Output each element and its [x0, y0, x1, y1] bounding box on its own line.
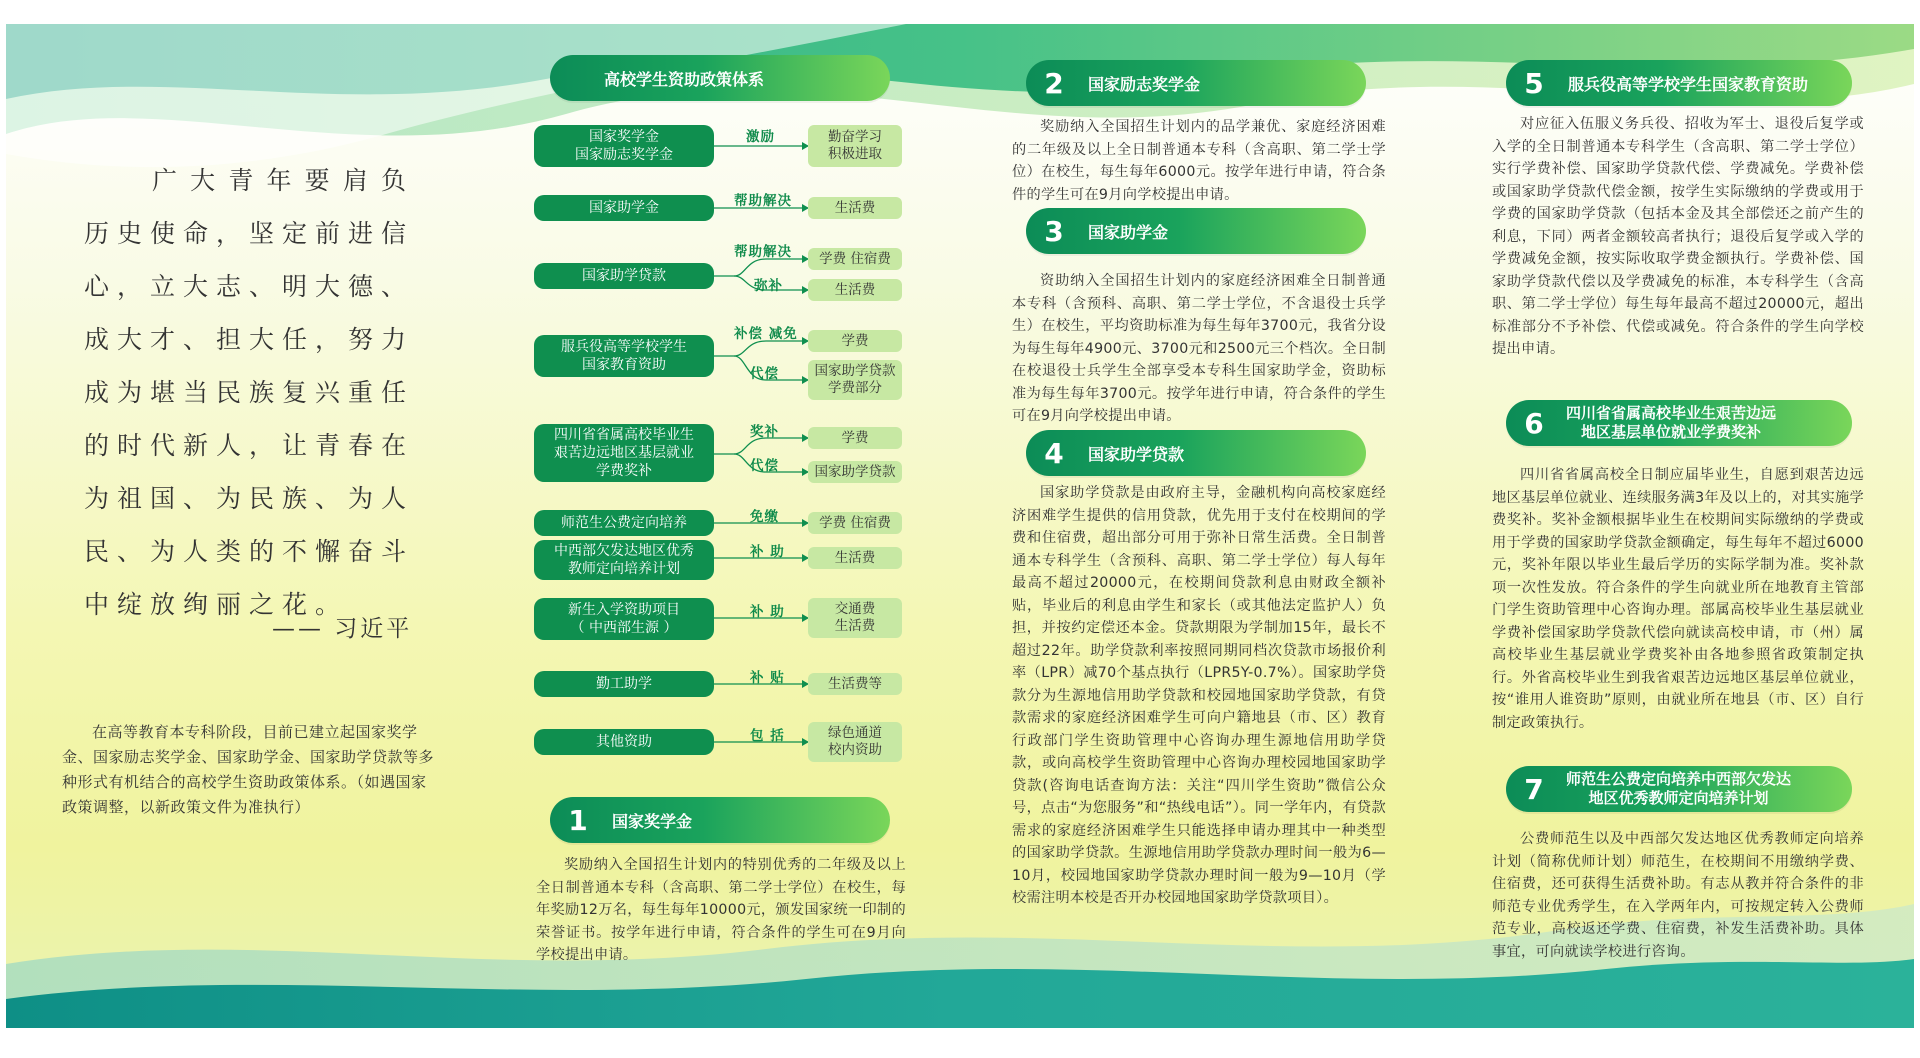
box-line: 服兵役高等学校学生 [561, 339, 687, 355]
section-1-text: 奖励纳入全国招生计划内的特别优秀的二年级及以上全日制普通本专科（含高职、第二学士学位）在校生，每年奖励12万名，每生每年10000元，颁发国家统一印制的荣誉证书。按学年进行申请，符合条件的学生可在9月向学校提出申请。 [536, 857, 906, 963]
box-line: 国家奖学金 [589, 129, 659, 145]
section-title-text: 国家助学贷款 [1088, 444, 1185, 464]
target-tuition-accommodation [808, 248, 902, 270]
title-line: 师范生公费定向培养中西部欠发达 [1566, 770, 1792, 788]
section-3-text: 资助纳入全国招生计划内的家庭经济困难全日制普通本专科（含预科、高职、第二学士学位，不含退役士兵学生）在校生，平均资助标准为每生每年3700元，我省分设为每生每年4900元、3700元和2500元三个档次。全日制在校退役士兵学生全部享受本专科生国家助学金，资助标准为每生每年3700元。按学年进行申请，符合条件的学生可在9月向学校提出申请。 [1012, 273, 1386, 424]
box-normal-student [534, 510, 714, 536]
label-include: 包 括 [750, 728, 785, 744]
target-line: 学费 [841, 332, 869, 349]
target-line: 生活费等 [828, 675, 882, 692]
target-green-channel [808, 722, 902, 762]
box-line: （ 中西部生源 ） [570, 620, 678, 636]
target-line: 积极进取 [828, 146, 882, 162]
section-number: 1 [568, 803, 588, 837]
box-line: 学费奖补 [596, 463, 652, 479]
target-line: 生活费 [834, 549, 876, 566]
section-number: 4 [1044, 436, 1064, 470]
target-student-loan [808, 461, 902, 483]
target-loan-tuition-part [808, 360, 902, 400]
section-4-text: 国家助学贷款是由政府主导，金融机构向高校家庭经济困难学生提供的信用贷款，优先用于支付在校期间的学费和住宿费，超出部分可用于弥补日常生活费。全日制普通本专科学生（含预科、高职、第二学士学位）每人每年最高不超过20000元，在校期间贷款利息由财政全额补贴，毕业后的利息由学生和家长（或其他法定监护人）负担，并按约定偿还本金。贷款期限为学制加15年，最长不超过22年。助学贷款利率按照同期同档次贷款市场报价利率（LPR）减70个基点执行（LPR5Y-0.7%）。国家助学贷款分为生源地信用助学贷款和校园地国家助学贷款，有贷款需求的家庭经济困难学生可向户籍地县（市、区）教育行政部门学生资助管理中心咨询办理生源地信用助学贷款，或向高校学生资助管理中心咨询办理校园地国家助学贷款(咨询电话查询方法：关注“四川学生资助”微信公众号，点击“为您服务”和“热线电话”）。同一学年内，有贷款需求的家庭经济困难学生只能选择申请办理其中一种类型的国家助学贷款。生源地信用助学贷款办理时间一般为6—10月，校园地国家助学贷款办理时间一般为9—10月（学校需注明本校是否开办校园地国家助学贷款项目）。 [1012, 485, 1386, 906]
target-transport-living [808, 598, 902, 638]
target-line: 国家助学贷款 [814, 463, 896, 480]
box-student-loan [534, 263, 714, 289]
section-title-text [1566, 770, 1791, 808]
target-line: 学费 住宿费 [819, 250, 891, 267]
box-national-scholarship [534, 125, 714, 167]
box-line: 国家助学金 [589, 200, 659, 216]
box-military-aid [534, 335, 714, 377]
section-number: 7 [1524, 772, 1544, 806]
target-line: 勤奋学习 [828, 129, 882, 145]
box-national-grant [534, 195, 714, 221]
box-line: 其他资助 [596, 734, 652, 750]
section-7-text: 公费师范生以及中西部欠发达地区优秀教师定向培养计划（简称优师计划）师范生，在校期间不用缴纳学费、住宿费，还可获得生活费补助。有志从教并符合条件的非师范专业优秀学生，在入学两年内，可按规定转入公费师范专业，高校返还学费、住宿费，补发生活费补助。具体事宜，可向就读学校进行咨询。 [1492, 831, 1864, 960]
section-2-text: 奖励纳入全国招生计划内的品学兼优、家庭经济困难的二年级及以上全日制普通本专科（含高职、第二学士学位）在校生，每生每年6000元。按学年进行申请，符合条件的学生可在9月向学校提出申请。 [1012, 119, 1386, 203]
box-line: 勤工助学 [596, 676, 652, 692]
label-subsidy: 补 助 [750, 544, 785, 560]
section-title-text: 服兵役高等学校学生国家教育资助 [1568, 74, 1809, 94]
target-line: 生活费 [834, 618, 876, 634]
box-grassroots-tuition [534, 424, 714, 482]
target-line: 校内资助 [828, 742, 882, 758]
target-study-hard [808, 125, 902, 167]
label-allowance: 补 贴 [750, 670, 785, 686]
section-6-text: 四川省省属高校全日制应届毕业生，自愿到艰苦边远地区基层单位就业、连续服务满3年及以上的，对其实施学费奖补。奖补金额根据毕业生在校期间实际缴纳的学费或用于学费的国家助学贷款金额确定，每生每年不超过6000元，奖补年限以毕业生最后学历的实际学制为准。奖补款项一次性发放。符合条件的学生向就业所在地教育主管部门学生资助管理中心咨询办理。部属高校毕业生基层就业学费补偿国家助学贷款代偿向就读高校申请，市（州）属高校毕业生基层就业学费奖补由各地参照省政策制定执行。外省高校毕业生到我省艰苦边远地区基层单位就业，按“谁用人谁资助”原则，由就业所在地县（市、区）自行制定政策执行。 [1492, 467, 1864, 731]
diagram-title-text: 高校学生资助政策体系 [604, 69, 765, 89]
section-5-text: 对应征入伍服义务兵役、招收为军士、退役后复学或入学的全日制普通本专科学生（含高职、第二学士学位）实行学费补偿、国家助学贷款代偿、学费减免。学费补偿或国家助学贷款代偿金额，按学生实际缴纳的学费或用于学费的国家助学贷款（包括本金及其全部偿还之前产生的利息，下同）两者金额较高者执行；退役后复学或入学的学费减免金额，按实际收取学费金额执行。学费补偿、国家助学贷款代偿以及学费减免的标准，本专科学生（含高职、第二学士学位）每生每年最高不超过20000元，超出标准部分不予补偿、代偿或减免。符合条件的学生向学校提出申请。 [1492, 116, 1864, 357]
section-title-text: 国家助学金 [1088, 222, 1169, 242]
section-number: 6 [1524, 406, 1544, 440]
title-line: 四川省省属高校毕业生艰苦边远 [1566, 404, 1777, 422]
target-living-expense [808, 197, 902, 219]
label-compensate-reduce: 补偿 减免 [734, 326, 798, 342]
label-repay: 代偿 [750, 458, 779, 474]
box-line: 国家励志奖学金 [575, 147, 673, 163]
target-tuition [808, 427, 902, 449]
target-living-expense [808, 279, 902, 301]
box-line: 艰苦边远地区基层就业 [554, 445, 694, 461]
section-title-text: 国家励志奖学金 [1088, 74, 1201, 94]
section-6-title [1506, 400, 1852, 446]
label-help-solve: 帮助解决 [734, 193, 792, 209]
box-line: 国家助学贷款 [582, 268, 666, 284]
target-living-etc [808, 673, 902, 695]
box-line: 师范生公费定向培养 [561, 515, 687, 531]
box-line: 教师定向培养计划 [568, 561, 680, 577]
label-exempt: 免缴 [750, 509, 779, 525]
box-other-aid [534, 729, 714, 755]
target-tuition-accommodation [808, 512, 902, 534]
box-line: 四川省省属高校毕业生 [554, 427, 694, 443]
box-freshman-aid [534, 598, 714, 640]
target-tuition [808, 330, 902, 352]
target-line: 学费部分 [828, 380, 882, 396]
section-number: 3 [1044, 214, 1064, 248]
target-line: 学费 住宿费 [819, 514, 891, 531]
target-line: 国家助学贷款 [814, 363, 896, 379]
target-line: 绿色通道 [828, 725, 882, 741]
title-line: 地区优秀教师定向培养计划 [1588, 789, 1769, 807]
target-line: 生活费 [834, 281, 876, 298]
target-line: 交通费 [834, 601, 876, 617]
box-excellent-teacher [534, 540, 714, 580]
title-line: 地区基层单位就业学费奖补 [1581, 423, 1762, 441]
target-line: 学费 [841, 429, 869, 446]
label-repay: 代偿 [750, 366, 779, 382]
quote-author: —— 习近平 [272, 616, 413, 642]
box-line: 新生入学资助项目 [568, 602, 680, 618]
section-5-title [1506, 60, 1852, 106]
box-line: 国家教育资助 [582, 357, 666, 373]
label-incentive: 激励 [746, 129, 775, 145]
section-7-title [1506, 766, 1852, 812]
target-living-expense [808, 547, 902, 569]
policy-intro: 在高等教育本专科阶段，目前已建立起国家奖学金、国家励志奖学金、国家助学金、国家助学贷款等多种形式有机结合的高校学生资助政策体系。（如遇国家政策调整，以新政策文件为准执行） [62, 723, 435, 816]
section-3-title [1026, 208, 1366, 254]
box-line: 中西部欠发达地区优秀 [554, 543, 694, 559]
label-subsidy: 补 助 [750, 604, 785, 620]
poster [6, 24, 1914, 1028]
section-4-title [1026, 430, 1366, 476]
section-title-text [1566, 404, 1776, 442]
section-1-title [550, 797, 890, 843]
section-number: 5 [1524, 66, 1544, 100]
label-supplement: 弥补 [754, 278, 783, 294]
section-number: 2 [1044, 66, 1064, 100]
target-line: 生活费 [834, 199, 876, 216]
box-work-study [534, 671, 714, 697]
xi-quote: 广大青年要肩负历史使命，坚定前进信心，立大志、明大德、成大才、担大任，努力成为堪当民族复兴重任的时代新人，让青春在为祖国、为民族、为人民、为人类的不懈奋斗中绽放绚丽之花。 [84, 166, 415, 619]
section-title-text: 国家奖学金 [612, 811, 693, 831]
label-award: 奖补 [750, 424, 779, 440]
section-2-title [1026, 60, 1366, 106]
label-help-solve: 帮助解决 [734, 244, 792, 260]
diagram-title [550, 55, 890, 101]
